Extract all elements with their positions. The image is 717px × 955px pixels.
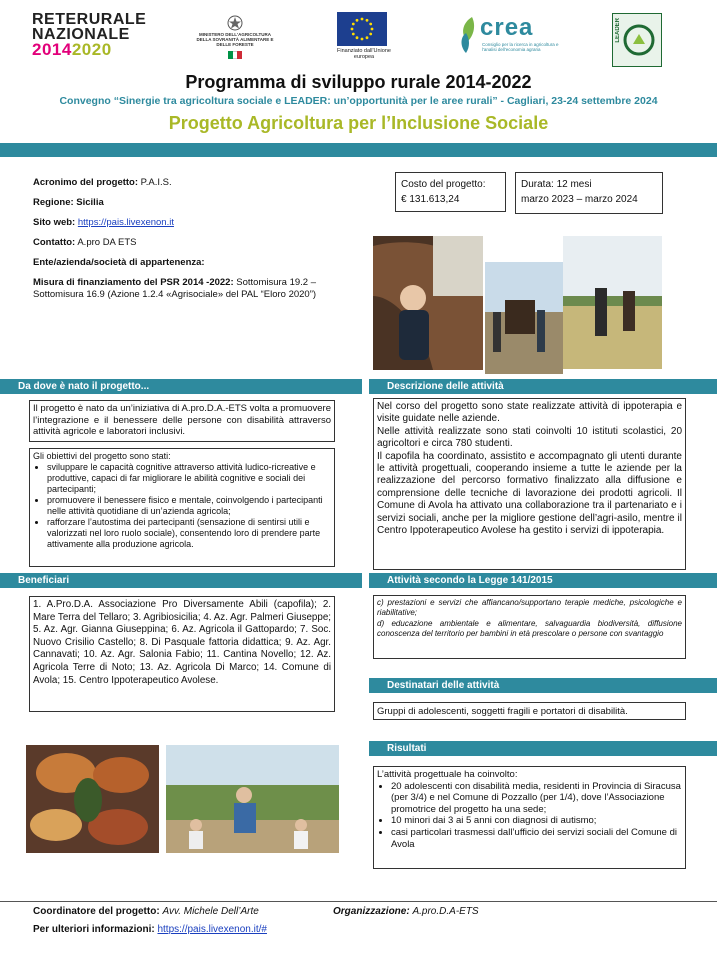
acronym-row: Acronimo del progetto: P.A.I.S. (33, 177, 172, 188)
beneficiaries-box: 1. A.Pro.D.A. Associazione Pro Diversamente Abili (capofila); 2. Mare Terra del Tellaro; 3. Agribiosicilia; 4. Az. Agr. Palmeri Giuseppe; 5. Az. Agr. Gianna Giuseppina; 6. Az. Agricola il Gattopardo; 7. Soc. Nuovo Crisilio Castello; 8. Di Pasquale fattoria didattica; 9. Az. Agr. Cannavati; 10. Az. Agr. Salonia Fabio; 11. Cantina Novello; 12. Az. Agricola Terre di Noto; 13. Az. Agricola Di Marco; 14. Comune di Avola; 15. Centro Ippoterapeutico Avolese. (29, 596, 335, 712)
eu-flag-icon (337, 12, 387, 46)
garden-children-photo (166, 745, 339, 853)
header-divider (0, 143, 717, 157)
ministry-logo: MINISTERO DELL'AGRICOLTURA DELLA SOVRANITÀ ALIMENTARE E DELLE FORESTE (196, 15, 274, 59)
emblem-icon (227, 15, 243, 31)
law-box: c) prestazioni e servizi che affiancano/supportano terapie mediche, psicologiche e riabilitative; d) educazione ambientale e alimentare, salvaguardia biodiversità, diffusione conoscenza del territorio per bambini in età prescolare o persone con svantaggio (373, 595, 686, 659)
list-item: • 10 minori dai 3 ai 5 anni con diagnosi di autismo; (391, 815, 682, 827)
recipients-box: Gruppi di adolescenti, soggetti fragili e portatori di disabilità. (373, 702, 686, 720)
duration-box: Durata: 12 mesi marzo 2023 – marzo 2024 (515, 172, 663, 214)
conference-subtitle: Convegno “Sinergie tra agricoltura sociale e LEADER: un’opportunità per le aree rurali” - Cagliari, 23-24 settembre 2024 (59, 95, 658, 107)
coordinator-row: Coordinatore del progetto: Avv. Michele Dell’Arte (33, 906, 259, 917)
origin-intro-box: Il progetto è nato da un’iniziativa di A.pro.D.A.-ETS volta a promuovere l’integrazione e il benessere delle persone con disabilità attraverso attività agricole e laboratori inclusivi. (29, 400, 335, 442)
footer-divider (0, 901, 717, 902)
results-section-header: Risultati (369, 741, 717, 756)
results-list (377, 781, 682, 851)
horse-group-photo (485, 262, 563, 374)
website-link[interactable]: https://pais.livexenon.it (77, 217, 174, 228)
cost-box: Costo del progetto: € 131.613,24 (395, 172, 506, 212)
origin-section-header: Da dove è nato il progetto... (0, 379, 362, 394)
painted-stones-photo (26, 745, 159, 853)
list-item: • casi particolari trasmessi dall’ufficio dei servizi sociali del Comune di Avola (391, 827, 682, 850)
list-item: • sviluppare le capacità cognitive attraverso attività ludico-ricreative e produttive, capaci di far migliorare le abilità cognitive e sociali dei partecipanti; (47, 462, 331, 495)
leader-logo: LEADER (612, 13, 662, 67)
region-row: Regione: Sicilia (33, 197, 104, 208)
origin-goals-box: Gli obiettivi del progetto sono stati: • sviluppare le capacità cognitive attraverso attività ludico-ricreative e produttive, capaci di far migliorare le abilità cognitive e sociali dei partecipanti; • promuovere il benessere fisico e mentale, coinvolgendo i partecipanti nelle attività quotidiane di un’azienda agricola; • rafforzare l’autostima dei partecipanti (sensazione di sentirsi utili e valorizzati nel loro ruolo sociale), consentendo loro di prendere parte attivamente alla produzione agricola. (29, 448, 335, 567)
measure-row: Misura di finanziamento del PSR 2014 -2022: Sottomisura 19.2 – Sottomisura 16.9 (Azione 1.2.4 «Agrisociale» del PAL “Eloro 2020”) (33, 277, 317, 300)
beneficiaries-section-header: Beneficiari (0, 573, 362, 588)
goals-list (33, 462, 331, 550)
contact-row: Contatto: A.pro DA ETS (33, 237, 137, 248)
list-item: • promuovere il benessere fisico e mentale, coinvolgendo i partecipanti nelle attività quotidiane di un’azienda agricola; (47, 495, 331, 517)
more-info-link[interactable]: https://pais.livexenon.it/# (157, 924, 267, 935)
law-section-header: Attività secondo la Legge 141/2015 (369, 573, 717, 588)
hippotherapy-photo (373, 236, 483, 370)
description-section-header: Descrizione delle attività (369, 379, 717, 394)
rete-rurale-logo: RETERURALE NAZIONALE 20142020 (32, 11, 147, 59)
organization-row: Organizzazione: A.pro.D.A-ETS (333, 906, 479, 917)
website-row: Sito web: https://pais.livexenon.it (33, 217, 174, 228)
results-box: L’attività progettuale ha coinvolto: • 20 adolescenti con disabilità media, residenti in Provincia di Siracusa (per 3/4) e nel Comune di Pozzallo (per 1/4), dove l’Associazione promotrice del progetto ha una sede; • 10 minori dai 3 ai 5 anni con diagnosi di autismo; • casi particolari trasmessi dall’ufficio dei servizi sociali del Comune di Avola (373, 766, 686, 869)
entity-row: Ente/azienda/società di appartenenza: (33, 257, 205, 268)
field-horses-photo (563, 236, 662, 369)
list-item: • 20 adolescenti con disabilità media, residenti in Provincia di Siracusa (per 3/4) e nel Comune di Pozzallo (per 1/4), dove l’Associazione promotrice del progetto ha una sede; (391, 781, 682, 816)
project-title: Progetto Agricoltura per l’Inclusione Sociale (168, 113, 549, 133)
recipients-section-header: Destinatari delle attività (369, 678, 717, 693)
leaf-icon (458, 15, 480, 55)
eu-funding-label: Finanziato dall'Unione europea (337, 48, 391, 60)
italian-flag-icon (228, 51, 242, 59)
list-item: • rafforzare l’autostima dei partecipanti (sensazione di sentirsi utili e valorizzati nel loro ruolo sociale), consentendo loro di prendere parte attivamente alla produzione agricola. (47, 517, 331, 550)
more-info-row: Per ulteriori informazioni: https://pais.livexenon.it/# (33, 924, 267, 935)
description-box: Nel corso del progetto sono state realizzate attività di ippoterapia e visite guidate nelle aziende. Nelle attività realizzate sono stati coinvolti 10 istituti scolastici, 20 agricoltori e circa 780 studenti. Il capofila ha coordinato, assistito e accompagnato gli utenti durante le attività progettuali, cooperando insieme a tutte le aziende per la realizzazione del percorso formativo finalizzato alla diffusione e comprensione delle tecniche di lavorazione dei prodotti agricoli. Il Comune di Avola ha attivato una collaborazione tra il partenariato e i servizi sociali, anche per la migliore gestione dell’agri-asilo, mentre il Centro Ippoterapeutico Avolese ha gestito i servizi di ippoterapia. (373, 398, 686, 570)
page-title: Programma di sviluppo rurale 2014-2022 (185, 72, 532, 92)
